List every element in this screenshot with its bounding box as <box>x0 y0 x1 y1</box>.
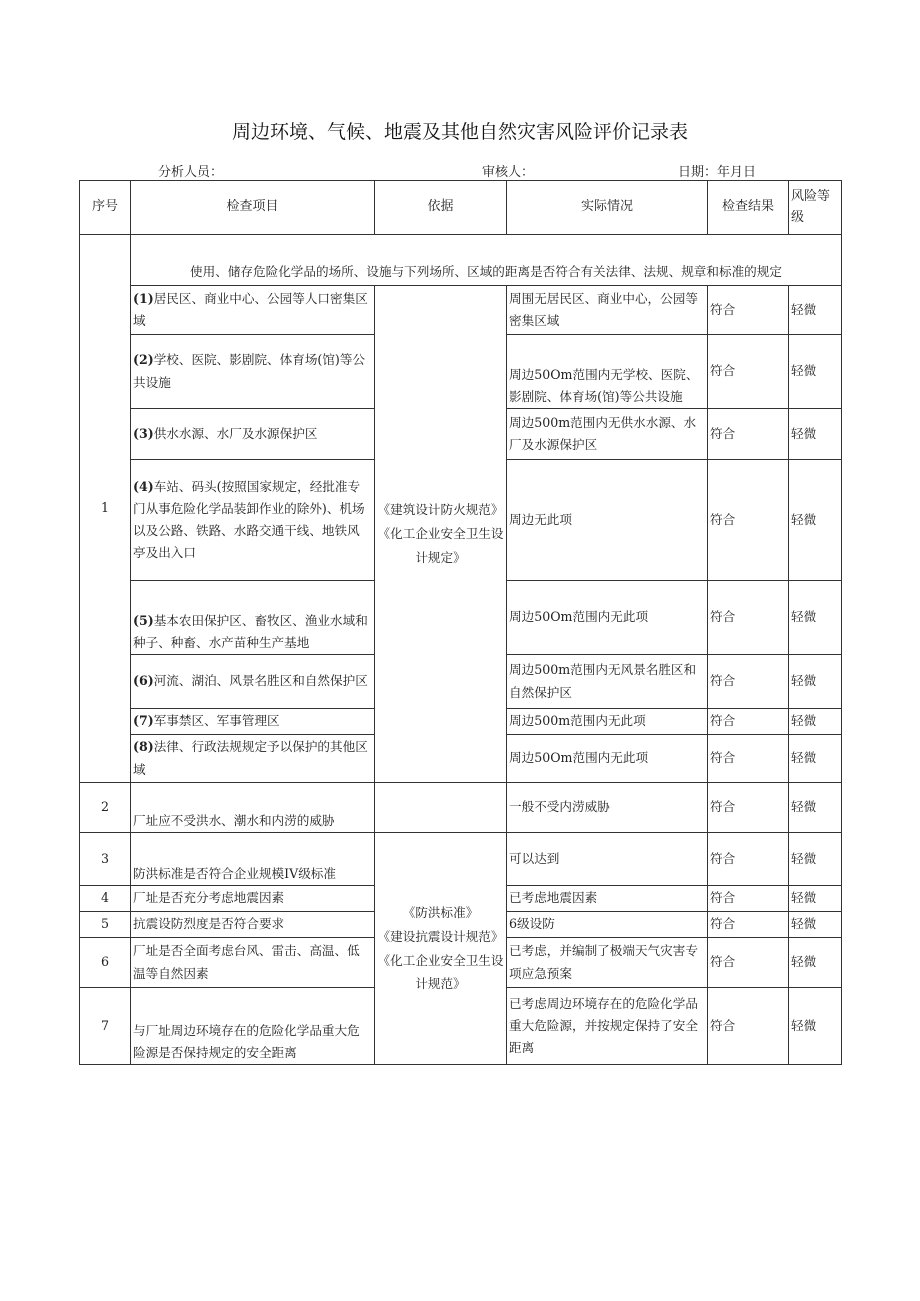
result-cell: 符合 <box>708 735 789 783</box>
row-number: 4 <box>80 886 131 912</box>
result-cell: 符合 <box>708 709 789 735</box>
header-item: 检查项目 <box>131 181 375 235</box>
header-result: 检查结果 <box>708 181 789 235</box>
basis-line: 《化工企业安全卫生设计规范》 <box>377 952 504 992</box>
risk-assessment-table <box>79 180 842 1065</box>
item-cell: (2)学校、医院、影剧院、体育场(馆)等公共设施 <box>131 335 375 409</box>
result-cell: 符合 <box>708 581 789 655</box>
basis-cell <box>375 833 507 1065</box>
actual-cell: 已考虑地震因素 <box>507 886 708 912</box>
item-cell: 厂址是否全面考虑台风、雷击、高温、低温等自然因素 <box>131 938 375 988</box>
row-number: 1 <box>80 235 131 783</box>
header-no: 序号 <box>80 181 131 235</box>
item-cell: 抗震设防烈度是否符合要求 <box>131 912 375 938</box>
item-cell: (6)河流、湖泊、风景名胜区和自然保护区 <box>131 655 375 709</box>
risk-cell: 轻微 <box>789 460 842 581</box>
risk-cell: 轻微 <box>789 286 842 335</box>
actual-cell: 周围无居民区、商业中心，公园等密集区域 <box>507 286 708 335</box>
result-cell: 符合 <box>708 912 789 938</box>
header-basis: 依据 <box>375 181 507 235</box>
row-number: 5 <box>80 912 131 938</box>
item-cell: 厂址应不受洪水、潮水和内涝的威胁 <box>131 783 375 833</box>
item-cell: (8)法律、行政法规规定予以保护的其他区域 <box>131 735 375 783</box>
actual-cell: 已考虑周边环境存在的危险化学品重大危险源，并按规定保持了安全距离 <box>507 988 708 1065</box>
section1-intro: 使用、储存危险化学品的场所、设施与下列场所、区域的距离是否符合有关法律、法规、规章和标准的规定 <box>131 235 842 286</box>
result-cell: 符合 <box>708 938 789 988</box>
result-cell: 符合 <box>708 409 789 460</box>
actual-cell: 周边50Om范围内无此项 <box>507 735 708 783</box>
table-row <box>80 833 842 886</box>
risk-cell: 轻微 <box>789 709 842 735</box>
basis-line: 《化工企业安全卫生设计规定》 <box>377 526 504 565</box>
risk-cell: 轻微 <box>789 783 842 833</box>
analyst-label: 分析人员： <box>158 165 224 180</box>
risk-cell: 轻微 <box>789 335 842 409</box>
item-cell: 厂址是否充分考虑地震因素 <box>131 886 375 912</box>
risk-cell: 轻微 <box>789 735 842 783</box>
row-number: 2 <box>80 783 131 833</box>
actual-cell: 周边无此项 <box>507 460 708 581</box>
row-number: 7 <box>80 988 131 1065</box>
row-number: 3 <box>80 833 131 886</box>
risk-cell: 轻微 <box>789 886 842 912</box>
section1-intro-row <box>80 235 842 286</box>
header-actual: 实际情况 <box>507 181 708 235</box>
result-cell: 符合 <box>708 988 789 1065</box>
item-cell: 与厂址周边环境存在的危险化学品重大危险源是否保持规定的安全距离 <box>131 988 375 1065</box>
item-cell: (3)供水水源、水厂及水源保护区 <box>131 409 375 460</box>
actual-cell: 周边50Om范围内无此项 <box>507 581 708 655</box>
basis-line: 《建设抗震设计规范》 <box>377 928 504 944</box>
actual-cell: 可以达到 <box>507 833 708 886</box>
result-cell: 符合 <box>708 655 789 709</box>
table-row <box>80 286 842 335</box>
row-number: 6 <box>80 938 131 988</box>
result-cell: 符合 <box>708 783 789 833</box>
basis-cell-empty <box>375 783 507 833</box>
item-cell: (5)基本农田保护区、畜牧区、渔业水域和种子、种畜、水产苗种生产基地 <box>131 581 375 655</box>
risk-cell: 轻微 <box>789 581 842 655</box>
header-risk: 风险等级 <box>789 181 842 235</box>
risk-cell: 轻微 <box>789 988 842 1065</box>
actual-cell: 周边500m范围内无风景名胜区和自然保护区 <box>507 655 708 709</box>
basis-line: 《防洪标准》 <box>402 904 479 920</box>
result-cell: 符合 <box>708 833 789 886</box>
actual-cell: 一般不受内涝威胁 <box>507 783 708 833</box>
item-cell: 防洪标准是否符合企业规模IV级标准 <box>131 833 375 886</box>
risk-cell: 轻微 <box>789 912 842 938</box>
actual-cell: 周边50Om范围内无学校、医院、影剧院、体育场(馆)等公共设施 <box>507 335 708 409</box>
actual-cell: 周边500m范围内无供水水源、水厂及水源保护区 <box>507 409 708 460</box>
basis-cell <box>375 286 507 783</box>
item-cell: (1)居民区、商业中心、公园等人口密集区域 <box>131 286 375 335</box>
risk-cell: 轻微 <box>789 409 842 460</box>
table-row <box>80 783 842 833</box>
risk-cell: 轻微 <box>789 938 842 988</box>
page-title: 周边环境、气候、地震及其他自然灾害风险评价记录表 <box>231 121 688 143</box>
actual-cell: 周边500m范围内无此项 <box>507 709 708 735</box>
result-cell: 符合 <box>708 460 789 581</box>
result-cell: 符合 <box>708 286 789 335</box>
basis-line: 《建筑设计防火规范》 <box>377 502 504 518</box>
table-header-row <box>80 181 842 235</box>
reviewer-label: 审核人： <box>482 165 535 180</box>
item-cell: (4)车站、码头(按照国家规定，经批准专门从事危险化学品装卸作业的除外)、机场以及公路、铁路、水路交通干线、地铁风亭及出入口 <box>131 460 375 581</box>
item-cell: (7)军事禁区、军事管理区 <box>131 709 375 735</box>
actual-cell: 已考虑，并编制了极端天气灾害专项应急预案 <box>507 938 708 988</box>
result-cell: 符合 <box>708 335 789 409</box>
risk-cell: 轻微 <box>789 833 842 886</box>
risk-cell: 轻微 <box>789 655 842 709</box>
result-cell: 符合 <box>708 886 789 912</box>
date-label: 日期：年月日 <box>678 165 757 180</box>
actual-cell: 6级设防 <box>507 912 708 938</box>
